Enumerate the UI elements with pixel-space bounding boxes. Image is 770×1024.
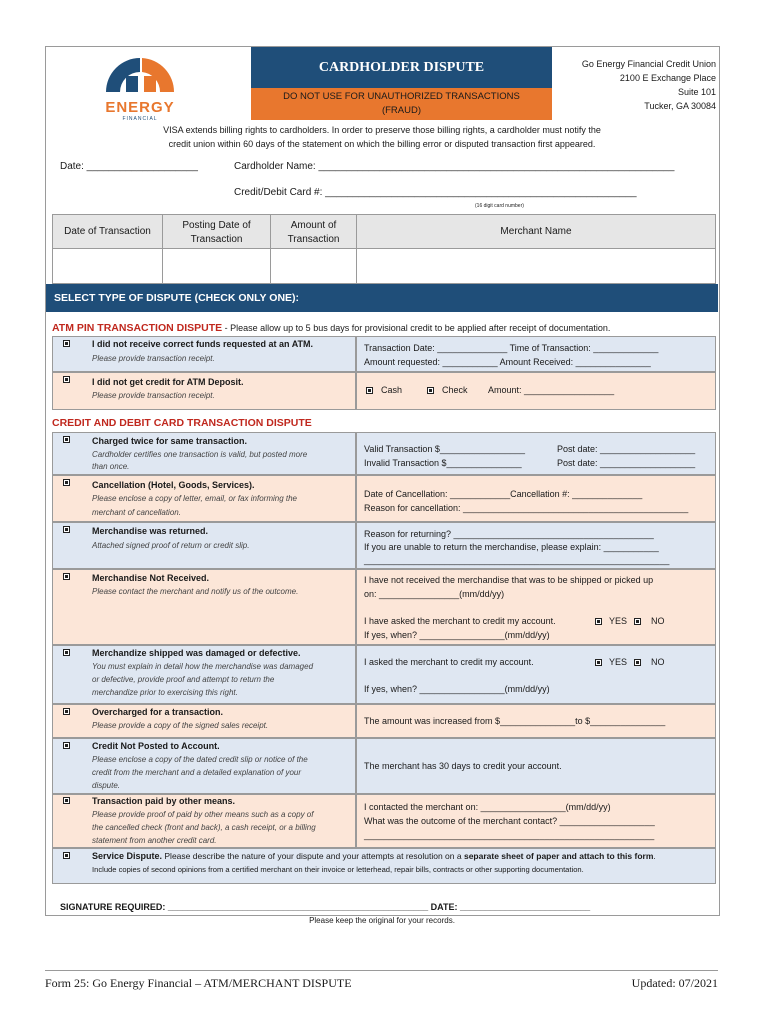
card-row-7-sub-3: dispute. <box>92 781 121 790</box>
atm-row-2-sub: Please provide transaction receipt. <box>92 391 215 400</box>
card-row-2-sub-2: merchant of cancellation. <box>92 508 181 517</box>
card-row-6-title: Overcharged for a transaction. <box>92 707 224 717</box>
cu-address-2: Suite 101 <box>677 87 716 97</box>
keep-original-note: Please keep the original for your records. <box>309 916 455 925</box>
select-dispute-label: SELECT TYPE OF DISPUTE (CHECK ONLY ONE): <box>54 292 300 304</box>
service-dispute-text-2: . <box>653 851 656 861</box>
title-bar <box>251 47 552 88</box>
service-dispute-bold: separate sheet of paper and attach to this form <box>463 851 654 861</box>
card-row-6-sub: Please provide a copy of the signed sales receipt. <box>92 721 269 730</box>
card-row-9-checkbox[interactable] <box>63 852 70 859</box>
card-number-field[interactable]: Credit/Debit Card #: ________________________________________________________ <box>234 187 637 198</box>
check-label: Check <box>442 385 468 395</box>
card-row-2-sub-1: Please enclose a copy of letter, email, or fax informing the <box>92 494 297 503</box>
intro-line-2: credit union within 60 days of the statement on which the billing error or disputed transaction first appeared. <box>168 139 596 149</box>
card-row-1-sub-1: Cardholder certifies one transaction is valid, but posted more <box>92 450 308 459</box>
col-amount-line1: Amount of <box>290 220 337 231</box>
page-title: CARDHOLDER DISPUTE <box>318 60 485 75</box>
merchant-outcome-line[interactable]: __________________________________________________________ <box>364 830 655 840</box>
logo-text: ENERGY <box>105 99 175 116</box>
select-dispute-bar <box>46 284 718 312</box>
card-row-1-checkbox[interactable] <box>63 436 70 443</box>
card-dispute-heading: CREDIT AND DEBIT CARD TRANSACTION DISPUTE <box>52 417 312 429</box>
atm-row-1-title: I did not receive correct funds requested at an ATM. <box>92 339 314 349</box>
credit-union-address <box>530 57 716 113</box>
not-received-date-field[interactable]: on: ________________(mm/dd/yy) <box>364 589 505 599</box>
card-row-2-checkbox[interactable] <box>63 479 70 486</box>
cu-address-1: 2100 E Exchange Place <box>619 73 716 83</box>
col-posting-date-line1: Posting Date of <box>182 220 251 231</box>
card-row-8-sub-1: Please provide proof of paid by other means such as a copy of <box>92 810 314 819</box>
card-row-4-title: Merchandise Not Received. <box>92 573 210 583</box>
card-row-7-sub-1: Please enclose a copy of the dated credit slip or notice of the <box>92 755 308 764</box>
damaged-when-field[interactable]: If yes, when? _________________(mm/dd/yy) <box>364 684 550 694</box>
card-row-5-right <box>356 645 716 704</box>
atm-heading <box>52 322 716 334</box>
cash-checkbox[interactable] <box>366 387 373 394</box>
col-merchant-name: Merchant Name <box>500 226 572 237</box>
col-posting-date-line2: Transaction <box>190 234 243 245</box>
signature-field[interactable]: SIGNATURE REQUIRED: ____________________________________________________ DATE: __________________________ <box>60 902 591 912</box>
card-row-5-sub-3: merchandize prior to exercising this right. <box>92 688 238 697</box>
check-checkbox[interactable] <box>427 387 434 394</box>
fraud-warning-line1: DO NOT USE FOR UNAUTHORIZED TRANSACTIONS <box>283 91 520 102</box>
date-field[interactable]: Date: ____________________ <box>60 161 198 172</box>
atm-heading-note: - Please allow up to 5 bus days for provisional credit to be applied after receipt of documentation. <box>222 323 611 333</box>
card-row-4-sub: Please contact the merchant and notify us of the outcome. <box>92 587 299 596</box>
valid-transaction-field[interactable]: Valid Transaction $_________________ <box>364 444 525 454</box>
return-reason-field[interactable]: Reason for returning? ________________________________________ <box>364 529 654 539</box>
valid-post-date-field[interactable]: Post date: ___________________ <box>557 444 696 454</box>
not-received-when-field[interactable]: If yes, when? _________________(mm/dd/yy) <box>364 630 550 640</box>
cash-label: Cash <box>381 385 403 395</box>
intro-text <box>46 123 718 151</box>
card-row-5-checkbox[interactable] <box>63 649 70 656</box>
col-amount-line2: Transaction <box>287 234 340 245</box>
card-row-8-title: Transaction paid by other means. <box>92 796 236 806</box>
service-dispute-line-2: Include copies of second opinions from a certified merchant on their invoice or letterhead, repair bills, contracts or other supporting documentation. <box>92 865 584 874</box>
merchant-outcome-field[interactable]: What was the outcome of the merchant contact? ___________________ <box>364 816 655 826</box>
cardholder-name-field[interactable]: Cardholder Name: ________________________________________________________________ <box>234 161 675 172</box>
service-dispute-text-1: Please describe the nature of your dispute and your attempts at resolution on a <box>162 851 464 861</box>
card-row-5-title: Merchandize shipped was damaged or defective. <box>92 648 301 658</box>
atm-row-1-checkbox[interactable] <box>63 340 70 347</box>
footer-form-name: Form 25: Go Energy Financial – ATM/MERCHANT DISPUTE <box>45 976 352 990</box>
footer-rule <box>45 970 718 971</box>
logo <box>92 52 188 122</box>
col-amount <box>271 219 356 247</box>
intro-line-1: VISA extends billing rights to cardholders. In order to preserve those billing rights, a cardholder must notify the <box>163 125 601 135</box>
card-row-3-title: Merchandise was returned. <box>92 526 209 536</box>
overcharged-amount-field[interactable]: The amount was increased from $_______________to $_______________ <box>364 716 666 726</box>
atm-heading-title: ATM PIN TRANSACTION DISPUTE <box>52 322 223 334</box>
card-row-2-title: Cancellation (Hotel, Goods, Services). <box>92 480 255 490</box>
atm-row-1-sub: Please provide transaction receipt. <box>92 354 215 363</box>
cell-amount-input[interactable] <box>271 249 356 284</box>
atm-row-2-title: I did not get credit for ATM Deposit. <box>92 377 244 387</box>
card-row-3-checkbox[interactable] <box>63 526 70 533</box>
cancellation-reason-field[interactable]: Reason for cancellation: _____________________________________________ <box>364 503 689 513</box>
cell-posting-date-input[interactable] <box>163 249 270 284</box>
card-row-5-sub-1: You must explain in detail how the merchandise was damaged <box>92 662 314 671</box>
not-received-line-1: I have not received the merchandise that was to be shipped or picked up <box>364 575 654 585</box>
card-row-7-sub-2: credit from the merchant and a detailed explanation of your <box>92 768 302 777</box>
cell-date-input[interactable] <box>53 249 162 284</box>
card-row-6-checkbox[interactable] <box>63 708 70 715</box>
not-received-no-checkbox[interactable] <box>634 618 641 625</box>
fraud-warning <box>251 88 552 120</box>
atm-row-2-checkbox[interactable] <box>63 376 70 383</box>
cu-address-3: Tucker, GA 30084 <box>644 101 716 111</box>
atm-amount-field[interactable]: Amount: __________________ <box>488 385 615 395</box>
fraud-warning-line2: (FRAUD) <box>381 105 422 116</box>
damaged-yes-label: YES <box>609 657 628 667</box>
asked-merchant-label: I have asked the merchant to credit my account. <box>364 616 556 626</box>
contacted-merchant-field[interactable]: I contacted the merchant on: _________________(mm/dd/yy) <box>364 802 611 812</box>
atm-row-1-right-2[interactable]: Amount requested: ___________ Amount Received: _______________ <box>364 357 651 367</box>
not-received-yes-label: YES <box>609 616 628 626</box>
card-row-3-sub: Attached signed proof of return or credit slip. <box>92 541 250 550</box>
unable-to-return-field[interactable]: If you are unable to return the merchandise, please explain: ___________ <box>364 542 659 552</box>
card-row-8-sub-3: statement from another credit card. <box>92 836 217 845</box>
damaged-no-checkbox[interactable] <box>634 659 641 666</box>
card-row-7-checkbox[interactable] <box>63 742 70 749</box>
logo-subtext: FINANCIAL <box>122 116 158 122</box>
card-row-7-title: Credit Not Posted to Account. <box>92 741 220 751</box>
col-date-of-transaction: Date of Transaction <box>64 226 151 237</box>
card-row-5-sub-2: or defective, provide proof and attempt to return the <box>92 675 275 684</box>
cell-merchant-input[interactable] <box>357 249 715 284</box>
not-received-no-label: NO <box>651 616 665 626</box>
card-row-8-checkbox[interactable] <box>63 797 70 804</box>
card-row-4-checkbox[interactable] <box>63 573 70 580</box>
card-row-1-sub-2: than once. <box>92 462 130 471</box>
credit-not-posted-note: The merchant has 30 days to credit your account. <box>364 761 562 771</box>
damaged-asked-label: I asked the merchant to credit my account. <box>364 657 534 667</box>
damaged-yes-checkbox[interactable] <box>595 659 602 666</box>
cancellation-date-field[interactable]: Date of Cancellation: ____________Cancellation #: ______________ <box>364 489 643 499</box>
unable-to-return-line[interactable]: _____________________________________________________________ <box>364 555 670 565</box>
cu-name: Go Energy Financial Credit Union <box>581 59 716 69</box>
energy-logo-icon <box>92 52 188 98</box>
not-received-yes-checkbox[interactable] <box>595 618 602 625</box>
card-row-1-title: Charged twice for same transaction. <box>92 436 248 446</box>
col-posting-date <box>163 219 270 247</box>
invalid-transaction-field[interactable]: Invalid Transaction $_______________ <box>364 458 522 468</box>
card-row-8-sub-2: the cancelled check (front and back), a cash receipt, or a billing <box>92 823 316 832</box>
atm-row-1-right-1[interactable]: Transaction Date: ______________ Time of Transaction: _____________ <box>364 343 659 353</box>
damaged-no-label: NO <box>651 657 665 667</box>
footer-updated: Updated: 07/2021 <box>631 976 718 990</box>
card-number-hint: (16 digit card number) <box>475 203 524 209</box>
invalid-post-date-field[interactable]: Post date: ___________________ <box>557 458 696 468</box>
service-dispute-title: Service Dispute. <box>92 851 163 861</box>
service-dispute-text <box>92 851 656 861</box>
